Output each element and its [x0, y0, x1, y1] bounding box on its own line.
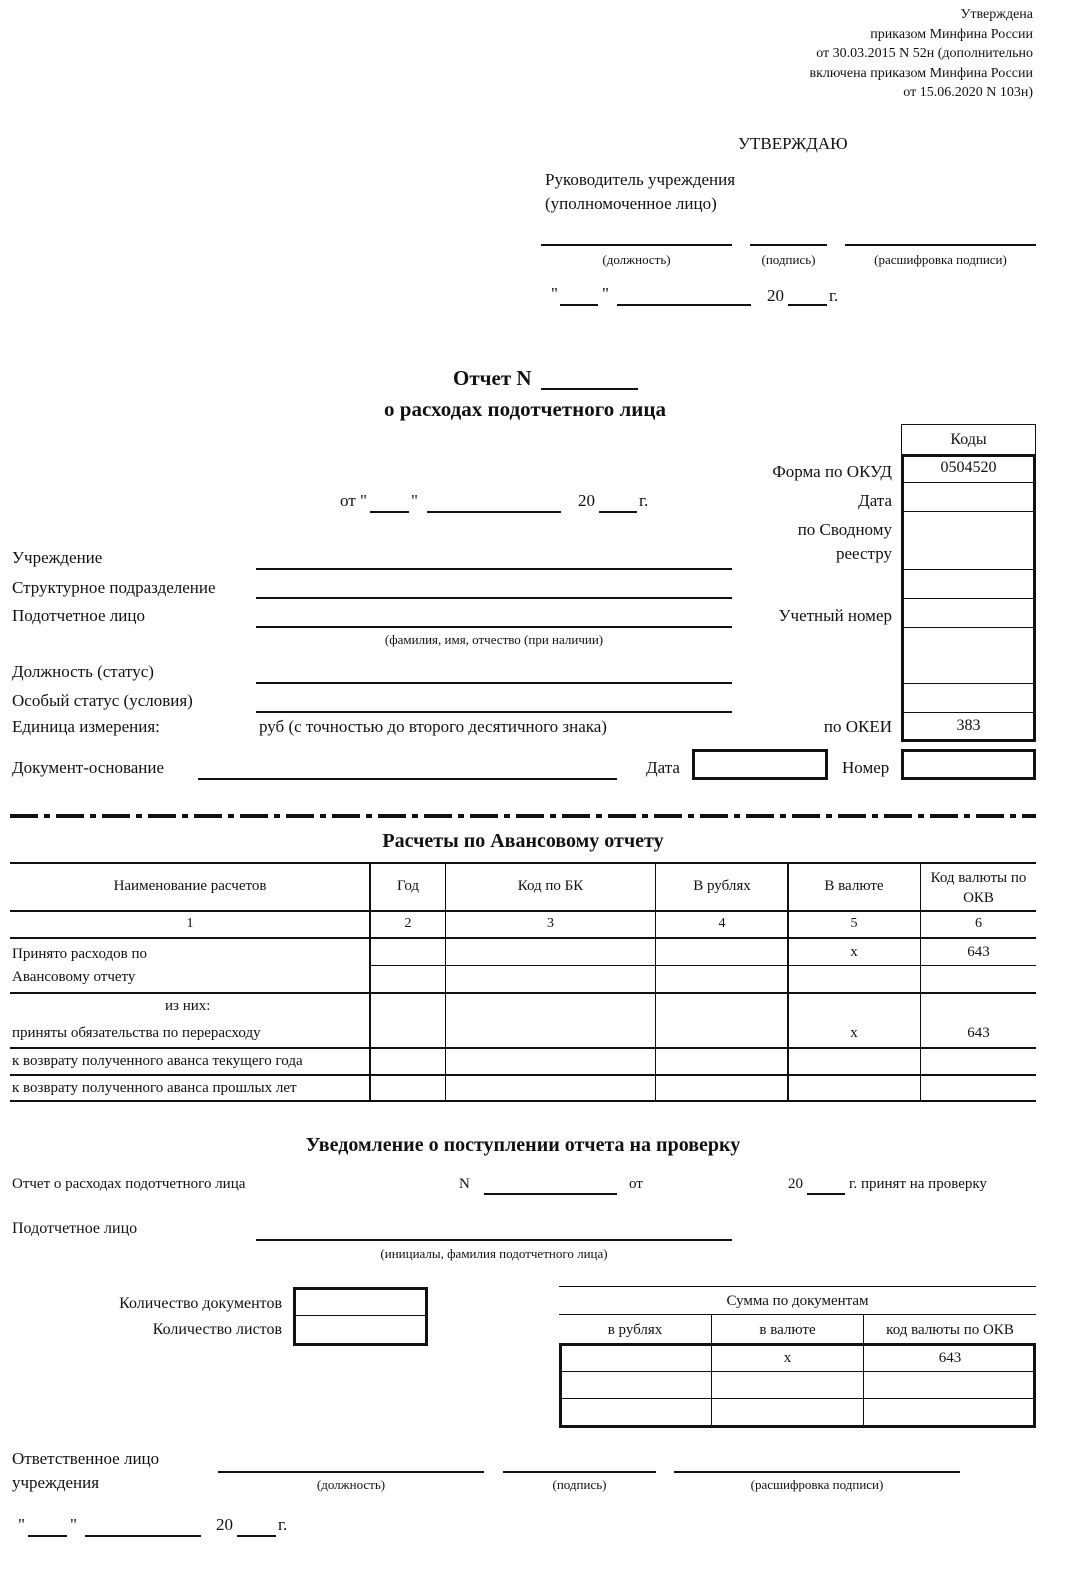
- decode-line[interactable]: [845, 244, 1036, 246]
- row-overspend-currency: х: [850, 1025, 858, 1041]
- report-year-prefix: 20: [578, 491, 595, 510]
- col-number: 5: [850, 916, 858, 931]
- accountable-line[interactable]: [256, 626, 732, 628]
- row-accepted-currency: х: [850, 944, 858, 960]
- position-label: Должность (статус): [12, 662, 154, 681]
- notice-n-label: N: [459, 1176, 470, 1192]
- approve-day-line[interactable]: [560, 304, 598, 306]
- codes-header: Коды: [950, 431, 987, 448]
- report-year-line[interactable]: [599, 511, 637, 513]
- sum-col-rub: в рублях: [607, 1322, 663, 1338]
- col-number: 2: [404, 916, 412, 931]
- doc-count-label: Количество документов: [119, 1295, 282, 1312]
- col-header-rub: В рублях: [693, 878, 751, 894]
- special-status-line[interactable]: [256, 711, 732, 713]
- decode-caption: (расшифровка подписи): [874, 252, 1007, 267]
- approval-note: [809, 5, 1033, 103]
- okei-label: по ОКЕИ: [823, 717, 892, 736]
- responsible-decode-line[interactable]: [674, 1471, 960, 1473]
- basis-number-label: Номер: [842, 758, 890, 777]
- col-header-currency: В валюте: [824, 878, 884, 894]
- accountable-label: Подотчетное лицо: [12, 606, 145, 625]
- report-day-line[interactable]: [370, 511, 409, 513]
- responsible-decode-caption: (расшифровка подписи): [750, 1477, 884, 1492]
- sheet-count-label: Количество листов: [152, 1321, 282, 1338]
- head-label: Руководитель учреждения: [545, 170, 736, 189]
- bottom-year-prefix: 20: [216, 1515, 233, 1534]
- notice-title: Уведомление о поступлении отчета на проверку: [305, 1134, 741, 1156]
- responsible-label: Ответственное лицо: [12, 1449, 160, 1468]
- sum-row-currency: х: [783, 1350, 792, 1366]
- settlements-title: Расчеты по Авансовому отчету: [382, 830, 664, 852]
- approval-note-line: включена приказом Минфина России: [809, 65, 1033, 81]
- subdivision-line[interactable]: [256, 597, 732, 599]
- notice-year-prefix: 20: [788, 1176, 803, 1192]
- bottom-year-line[interactable]: [237, 1535, 276, 1537]
- responsible-signature-caption: (подпись): [552, 1477, 607, 1492]
- sum-col-okv: код валюты по ОКВ: [886, 1322, 1014, 1338]
- report-title: Отчет N: [453, 366, 532, 390]
- basis-doc-label: Документ-основание: [12, 758, 165, 777]
- col-number: 3: [547, 916, 554, 931]
- sum-row-code: 643: [938, 1350, 962, 1366]
- okud-label: Форма по ОКУД: [772, 462, 892, 481]
- position-line[interactable]: [541, 244, 732, 246]
- okud-code: 0504520: [940, 459, 997, 476]
- approve-year-suffix: г.: [829, 286, 839, 305]
- basis-doc-line[interactable]: [198, 778, 617, 780]
- bottom-quote-open: ": [18, 1515, 25, 1534]
- signature-caption: (подпись): [761, 252, 816, 267]
- approve-year-prefix: 20: [767, 286, 784, 305]
- initials-caption: (инициалы, фамилия подотчетного лица): [380, 1246, 608, 1261]
- notice-accountable-label: Подотчетное лицо: [12, 1220, 138, 1237]
- notice-accepted-suffix: г. принят на проверку: [849, 1176, 987, 1192]
- basis-date-label: Дата: [646, 758, 680, 777]
- institution-line[interactable]: [256, 568, 732, 570]
- approval-note-line: приказом Минфина России: [870, 26, 1033, 42]
- responsible-position-line[interactable]: [218, 1471, 484, 1473]
- notice-accountable-line[interactable]: [256, 1239, 732, 1241]
- account-number-label: Учетный номер: [778, 606, 892, 625]
- notice-report-label: Отчет о расходах подотчетного лица: [12, 1176, 246, 1192]
- basis-number-box[interactable]: [901, 749, 1036, 780]
- col-number: 1: [186, 916, 194, 931]
- position-field-line[interactable]: [256, 682, 732, 684]
- col-number: 6: [975, 916, 982, 931]
- approve-title: УТВЕРЖДАЮ: [738, 134, 848, 153]
- signature-line[interactable]: [750, 244, 827, 246]
- notice-number-line[interactable]: [484, 1193, 617, 1195]
- okei-code: 383: [956, 717, 981, 734]
- bottom-month-line[interactable]: [85, 1535, 201, 1537]
- bottom-year-suffix: г.: [278, 1515, 288, 1534]
- position-caption: (должность): [602, 252, 671, 267]
- institution-label: Учреждение: [12, 548, 103, 567]
- approval-note-line: от 15.06.2020 N 103н): [903, 85, 1033, 100]
- row-accepted-label: Принято расходов по: [12, 946, 147, 962]
- col-header-name: Наименование расчетов: [113, 878, 267, 894]
- col-header-year: Год: [396, 878, 420, 894]
- basis-date-box[interactable]: [692, 749, 828, 780]
- sum-col-currency: в валюте: [759, 1322, 816, 1338]
- col-header-bk: Код по БК: [517, 878, 584, 894]
- svod-label: по Сводному: [797, 520, 892, 539]
- report-date-from: от ": [340, 491, 367, 510]
- date-quote-close: ": [602, 284, 609, 303]
- bottom-quote-close: ": [70, 1515, 77, 1534]
- row-overspend-label: приняты обязательства по перерасходу: [12, 1025, 261, 1041]
- responsible-position-caption: (должность): [316, 1477, 386, 1492]
- notice-year-line[interactable]: [807, 1193, 845, 1195]
- row-overspend-code: 643: [967, 1025, 990, 1041]
- col-number: 4: [718, 916, 726, 931]
- unit-value: руб (с точностью до второго десятичного знака): [259, 717, 607, 736]
- report-date-quote: ": [411, 491, 418, 510]
- report-subtitle: о расходах подотчетного лица: [384, 397, 666, 421]
- approval-note-line: от 30.03.2015 N 52н (дополнительно: [816, 46, 1033, 61]
- svod-label-2: реестру: [836, 544, 892, 563]
- approve-year-line[interactable]: [788, 304, 827, 306]
- row-of-them-label: из них:: [165, 998, 211, 1014]
- count-box: [293, 1287, 428, 1346]
- date-quote-open: ": [551, 284, 558, 303]
- row-return-past-label: к возврату полученного аванса прошлых лет: [12, 1080, 297, 1096]
- row-accepted-label-2: Авансовому отчету: [12, 969, 136, 985]
- sum-header: Сумма по документам: [726, 1293, 869, 1309]
- responsible-signature-line[interactable]: [503, 1471, 656, 1473]
- special-status-label: Особый статус (условия): [12, 691, 193, 710]
- row-return-current-label: к возврату полученного аванса текущего года: [12, 1053, 303, 1069]
- report-month-line[interactable]: [427, 511, 561, 513]
- notice-from-label: от: [629, 1176, 643, 1192]
- approve-month-line[interactable]: [617, 304, 751, 306]
- approval-note-line: Утверждена: [960, 7, 1033, 22]
- col-header-okv: Код валюты по ОКВ: [930, 870, 1027, 906]
- subdivision-label: Структурное подразделение: [12, 578, 216, 597]
- report-year-suffix: г.: [639, 491, 649, 510]
- responsible-label-2: учреждения: [12, 1473, 100, 1492]
- bottom-day-line[interactable]: [28, 1535, 67, 1537]
- head-label-sub: (уполномоченное лицо): [545, 194, 717, 213]
- report-number-line[interactable]: [541, 388, 638, 390]
- codes-header-cell: [901, 424, 1036, 455]
- row-accepted-code: 643: [967, 944, 990, 960]
- fio-caption: (фамилия, имя, отчество (при наличии): [384, 632, 604, 647]
- cut-line: [10, 814, 1036, 818]
- date-code-label: Дата: [858, 491, 892, 510]
- unit-label: Единица измерения:: [12, 717, 160, 736]
